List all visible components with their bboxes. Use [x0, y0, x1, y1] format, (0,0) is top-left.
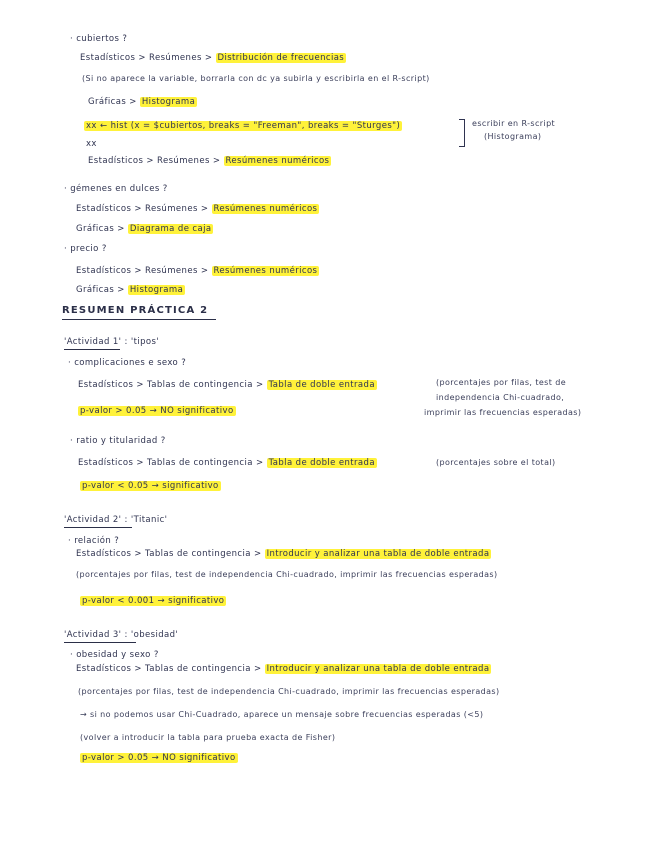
highlight-text: p-valor > 0.05 → NO significativo	[80, 406, 234, 416]
note-porcentajes-3: (porcentajes por filas, test de independencia Chi-cuadrado, imprimir las frecuencias esperadas)	[78, 687, 500, 696]
path-text: Estadísticos > Tablas de contingencia >	[78, 458, 267, 468]
note-escribir: escribir en R-script	[472, 119, 556, 128]
pvalue-line-3	[80, 596, 226, 606]
note-esperadas: imprimir las frecuencias esperadas)	[424, 408, 582, 417]
code-line-hist	[84, 121, 402, 131]
highlight-text: Introducir y analizar una tabla de doble entrada	[266, 664, 490, 674]
highlight-text: Histograma	[129, 285, 184, 295]
line-path-frecuencias	[80, 53, 346, 63]
line-gemenes: · gémenes en dulces ?	[64, 184, 168, 194]
bracket	[459, 119, 465, 147]
line-path-doble-2	[78, 458, 377, 468]
highlight-text: Tabla de doble entrada	[268, 380, 375, 390]
highlight-code: xx ← hist (x = $cubiertos, breaks = "Freeman", breaks = "Sturges")	[86, 121, 401, 131]
line-path-doble-1	[78, 380, 377, 390]
line-path-numericos-2	[76, 204, 319, 214]
highlight-text: Tabla de doble entrada	[268, 458, 375, 468]
question-relacion: · relación ?	[68, 536, 120, 546]
question-complicaciones: · complicaciones e sexo ?	[68, 358, 187, 368]
path-text: Gráficas >	[76, 285, 128, 295]
path-text: Estadísticos > Tablas de contingencia >	[76, 549, 265, 559]
activity-2-title: 'Actividad 2' : 'Titanic'	[64, 515, 168, 525]
path-text: Gráficas >	[88, 97, 140, 107]
heading-underline	[62, 319, 216, 320]
path-text: Estadísticos > Resúmenes >	[80, 53, 216, 63]
highlight-text: Distribución de frecuencias	[217, 53, 345, 63]
highlight-text: Resúmenes numéricos	[213, 204, 318, 214]
note-porcentajes-1: (porcentajes por filas, test de	[436, 378, 567, 387]
note-porcentajes-2: (porcentajes por filas, test de independencia Chi-cuadrado, imprimir las frecuencias esperadas)	[76, 570, 498, 579]
path-text: Estadísticos > Resúmenes >	[88, 156, 224, 166]
note-independencia: independencia Chi-cuadrado,	[436, 393, 565, 402]
line-graficas-histograma	[88, 97, 197, 107]
line-path-introducir-1	[76, 549, 491, 559]
highlight-text: Introducir y analizar una tabla de doble entrada	[266, 549, 490, 559]
highlight-text: p-valor < 0.001 → significativo	[82, 596, 225, 606]
highlight-text: Diagrama de caja	[129, 224, 212, 234]
activity-3-title: 'Actividad 3' : 'obesidad'	[64, 630, 179, 640]
section-heading: RESUMEN PRÁCTICA 2	[62, 305, 209, 316]
pvalue-line-1	[78, 406, 236, 416]
line-path-introducir-2	[76, 664, 491, 674]
line-histograma-2	[76, 285, 185, 295]
highlight-text: Histograma	[141, 97, 196, 107]
highlight-text: Resúmenes numéricos	[225, 156, 330, 166]
line-precio: · precio ?	[64, 244, 107, 254]
note-fisher: (volver a introducir la tabla para prueba exacta de Fisher)	[80, 733, 336, 742]
line-diagrama-caja	[76, 224, 213, 234]
pvalue-line-4	[80, 753, 238, 763]
activity-underline	[64, 642, 136, 643]
path-text: Estadísticos > Tablas de contingencia >	[76, 664, 265, 674]
pvalue-line-2	[80, 481, 221, 491]
question-ratio: · ratio y titularidad ?	[70, 436, 166, 446]
activity-underline	[64, 527, 132, 528]
activity-1-title: 'Actividad 1' : 'tipos'	[64, 337, 160, 347]
path-text: Estadísticos > Tablas de contingencia >	[78, 380, 267, 390]
activity-underline	[64, 349, 120, 350]
path-text: Estadísticos > Resúmenes >	[76, 266, 212, 276]
path-text: Gráficas >	[76, 224, 128, 234]
note-porcentajes-total: (porcentajes sobre el total)	[436, 458, 556, 467]
highlight-text: p-valor > 0.05 → NO significativo	[82, 753, 236, 763]
line-path-numericos-3	[76, 266, 319, 276]
note-histograma: (Histograma)	[484, 132, 542, 141]
note-rscript: (Si no aparece la variable, borrarla con dc ya subirla y escribirla en el R-script)	[82, 74, 430, 83]
question-obesidad: · obesidad y sexo ?	[70, 650, 159, 660]
line-cubiertos: · cubiertos ?	[70, 34, 128, 44]
code-line-xx: xx	[86, 139, 97, 149]
highlight-text: p-valor < 0.05 → significativo	[82, 481, 219, 491]
note-chi-fallback: → si no podemos usar Chi-Cuadrado, aparece un mensaje sobre frecuencias esperadas (<5)	[80, 710, 484, 719]
line-path-numericos-1	[88, 156, 331, 166]
highlight-text: Resúmenes numéricos	[213, 266, 318, 276]
path-text: Estadísticos > Resúmenes >	[76, 204, 212, 214]
